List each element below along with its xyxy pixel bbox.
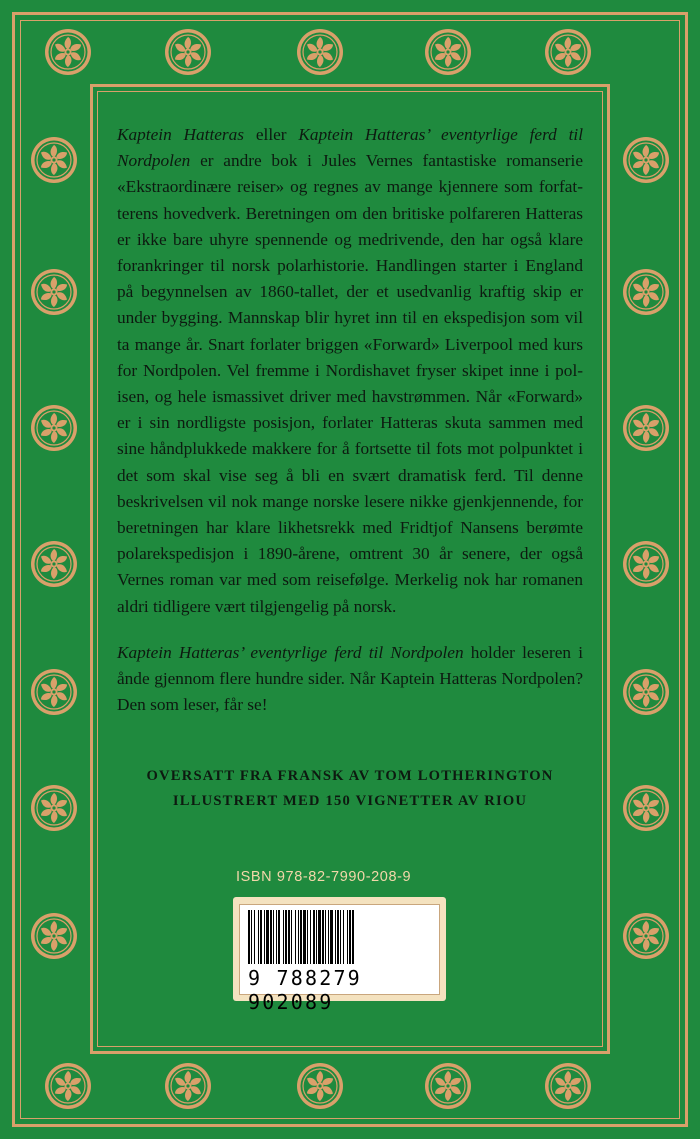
blurb-body-2: holder leseren i ånde gjennom flere hundre sider. Når Kaptein Hatteras Nordpolen? Den som leser, får se!	[117, 642, 584, 715]
barcode-digits: 9 788279 902089	[248, 966, 362, 1014]
rosette-icon	[294, 26, 346, 78]
rosette-icon	[42, 1060, 94, 1112]
rosette-icon	[28, 134, 80, 186]
rosette-icon	[294, 1060, 346, 1112]
rosette-icon	[620, 402, 672, 454]
rosette-icon	[28, 666, 80, 718]
illustrator-credit: ILLUSTRERT MED 150 VIGNETTER AV RIOU	[172, 793, 528, 809]
blurb-paragraph-2	[117, 640, 583, 719]
rosette-icon	[620, 782, 672, 834]
rosette-icon	[28, 910, 80, 962]
blurb-text	[117, 122, 583, 718]
isbn-label: ISBN 978-82-7990-208-9	[236, 869, 412, 885]
title-joiner: eller	[244, 125, 299, 144]
rosette-icon	[620, 910, 672, 962]
rosette-icon	[28, 402, 80, 454]
blurb-paragraph-1	[117, 122, 583, 620]
rosette-icon	[28, 538, 80, 590]
rosette-icon	[620, 538, 672, 590]
rosette-icon	[620, 666, 672, 718]
barcode-bars-icon	[248, 910, 434, 966]
rosette-icon	[620, 266, 672, 318]
rosette-icon	[620, 134, 672, 186]
rosette-icon	[542, 26, 594, 78]
rosette-icon	[42, 26, 94, 78]
rosette-icon	[162, 1060, 214, 1112]
rosette-icon	[28, 782, 80, 834]
blurb-body-1: er andre bok i Jules Vernes fantastiske romanserie «Ekstraordinære reiser» og regnes av mange kjennere som forfatterens hovedverk. Beretningen om den britiske polfareren Hatteras er ikke bare uhyre spennende og medrivende, den har også klare forankringer til norsk polarhistorie. Handlingen starter i England på begynnelsen av 1860-tallet, der et usedvanlig kraftig skip er under bygging. Mannskap blir hyret inn til en ekspedisjon som vil ta mange år. Snart forlater briggen «Forward» Liverpool med kurs for Nordpolen. Vel fremme i Nordishavet fryser skipet inne i pol-isen, og hele ismassivet driver med havstrømmen. Når «Forward» er i sin nordligste posisjon, forlater Hatteras skuta sammen med sine håndplukkede makkere for å fortsette til fots mot polpunktet i det som skal vise seg å bli en svært dramatisk ferd. Til denne beskrivelsen vil nok mange norske lesere nikke gjenkjennende, for beretningen har klare likhetsrekk med Fridtjof Nansens berømte polarekspedisjon i 1890-årene, omtrent 30 år senere, der også Vernes roman var med som reisefølge. Merkelig nok har romanen aldri tidligere vært tilgjengelig på norsk.	[117, 151, 583, 616]
book-title-full: Kaptein Hatteras’ eventyrlige ferd til Nordpolen	[117, 125, 584, 171]
rosette-icon	[162, 26, 214, 78]
translator-credit: OVERSATT FRA FRANSK AV TOM LOTHERINGTON	[146, 768, 554, 784]
rosette-icon	[28, 266, 80, 318]
book-title-full-2: Kaptein Hatteras’ eventyrlige ferd til Nordpolen	[117, 642, 464, 662]
rosette-icon	[422, 26, 474, 78]
book-title-short: Kaptein Hatteras	[117, 125, 245, 144]
rosette-icon	[422, 1060, 474, 1112]
rosette-icon	[542, 1060, 594, 1112]
